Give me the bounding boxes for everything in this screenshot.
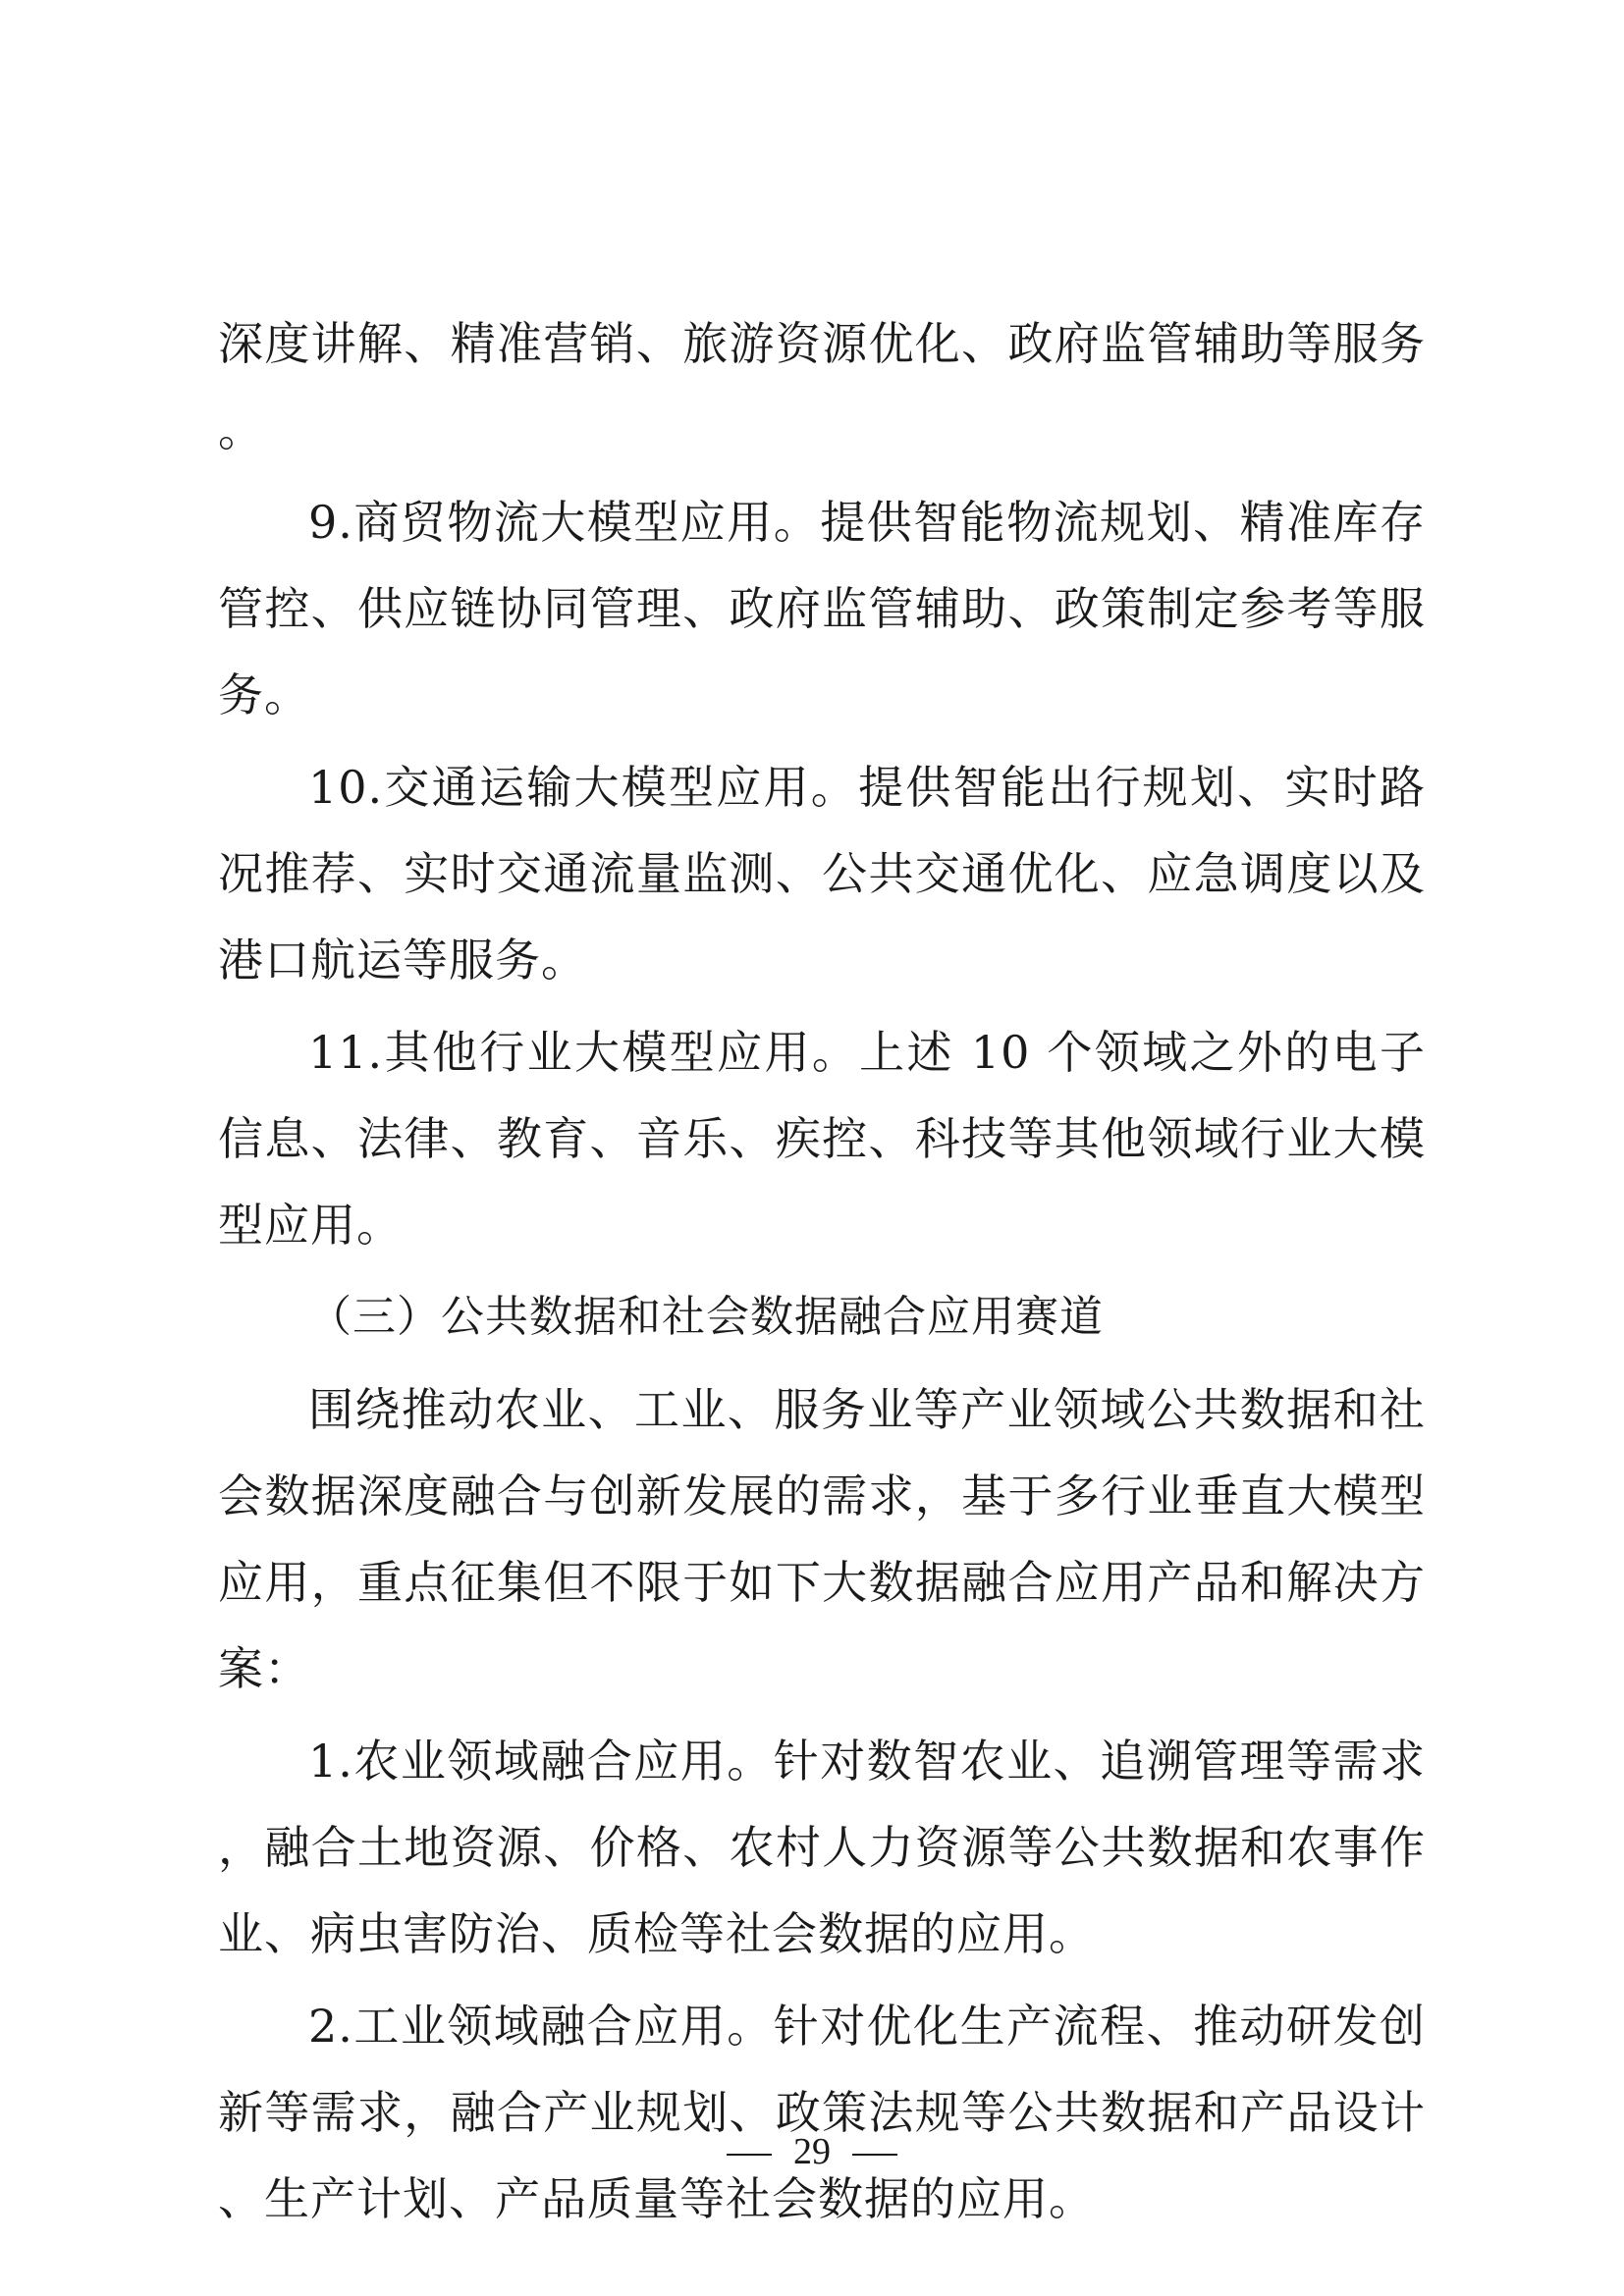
paragraph-item-10: 10.交通运输大模型应用。提供智能出行规划、实时路况推荐、实时交通流量监测、公共交通优化、应急调度以及港口航运等服务。 xyxy=(218,761,1426,987)
paragraph-item-9: 9.商贸物流大模型应用。提供智能物流规划、精准库存管控、供应链协同管理、政府监管辅助、政策制定参考等服务。 xyxy=(218,496,1426,721)
paragraph-section-intro: 围绕推动农业、工业、服务业等产业领域公共数据和社会数据深度融合与创新发展的需求，基于多行业垂直大模型应用，重点征集但不限于如下大数据融合应用产品和解决方案： xyxy=(218,1383,1426,1695)
page-footer xyxy=(0,2128,1624,2175)
paragraph-item-11: 11.其他行业大模型应用。上述 10 个领域之外的电子信息、法律、教育、音乐、疾控、科技等其他领域行业大模型应用。 xyxy=(218,1026,1426,1252)
paragraph-item-2: 2.工业领域融合应用。针对优化生产流程、推动研发创新等需求，融合产业规划、政策法规等公共数据和产品设计、生产计划、产品质量等社会数据的应用。 xyxy=(218,2000,1426,2225)
footer-dash-right xyxy=(852,2154,897,2156)
section-heading: （三）公共数据和社会数据融合应用赛道 xyxy=(308,1292,1104,1342)
paragraph-continuation: 深度讲解、精准营销、旅游资源优化、政府监管辅助等服务。 xyxy=(218,317,1426,456)
paragraph-item-1: 1.农业领域融合应用。针对数智农业、追溯管理等需求，融合土地资源、价格、农村人力资源等公共数据和农事作业、病虫害防治、质检等社会数据的应用。 xyxy=(218,1735,1426,1960)
footer-dash-left xyxy=(727,2154,772,2156)
page-number: 29 xyxy=(793,2131,831,2172)
body-text xyxy=(218,300,1426,2248)
